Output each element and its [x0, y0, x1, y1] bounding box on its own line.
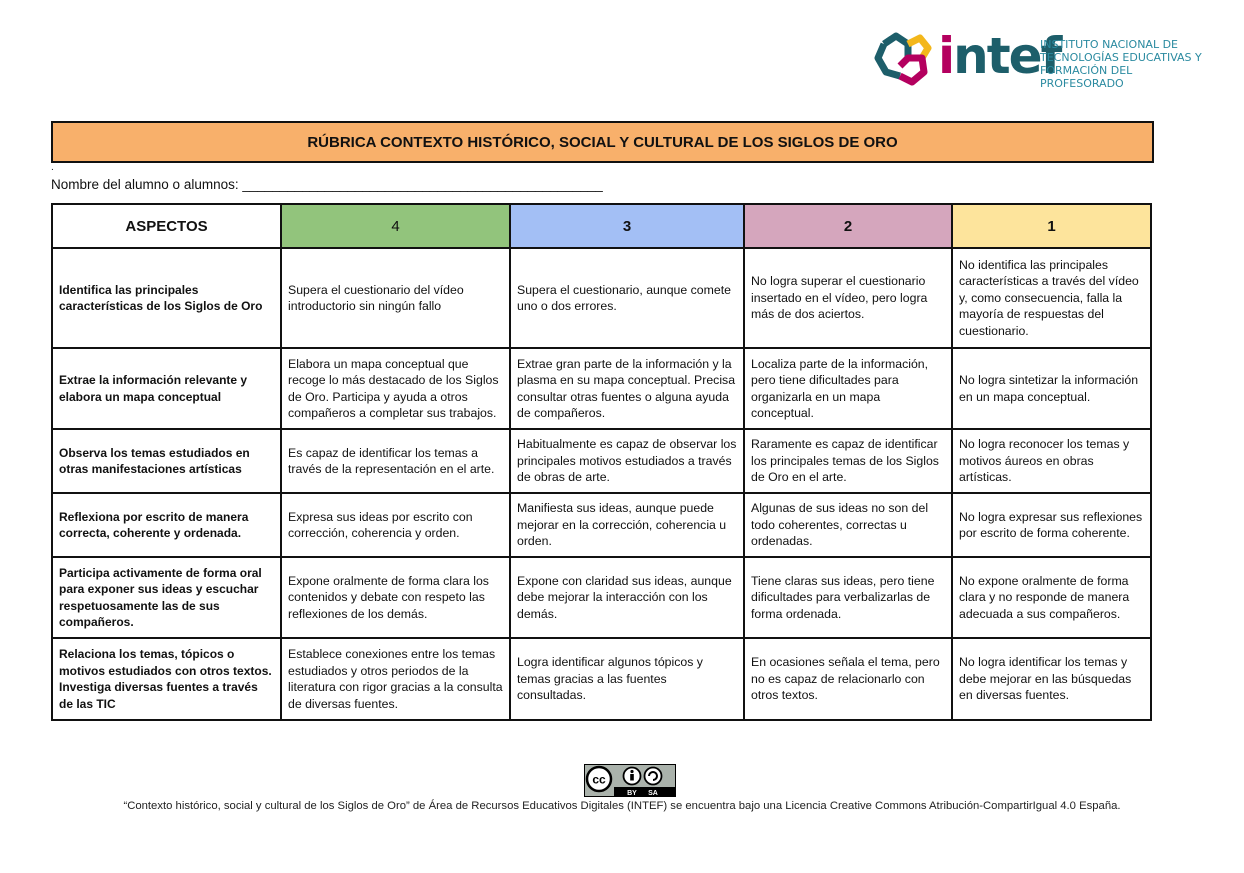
intef-knot-icon — [872, 26, 934, 88]
header-aspects: ASPECTOS — [52, 204, 281, 248]
level-1-cell: No logra identificar los temas y debe mejorar en las búsquedas en diversas fuentes. — [952, 638, 1151, 720]
level-3-cell: Logra identificar algunos tópicos y temas gracias a las fuentes consultadas. — [510, 638, 744, 720]
aspect-cell: Extrae la información relevante y elabora un mapa conceptual — [52, 348, 281, 429]
student-name-line: Nombre del alumno o alumnos: ________________________________________________ — [51, 177, 603, 192]
level-2-cell: No logra superar el cuestionario insertado en el vídeo, pero logra más de dos aciertos. — [744, 248, 952, 348]
level-4-cell: Supera el cuestionario del vídeo introductorio sin ningún fallo — [281, 248, 510, 348]
table-row — [52, 493, 1151, 557]
aspect-cell: Reflexiona por escrito de manera correcta, coherente y ordenada. — [52, 493, 281, 557]
table-row — [52, 348, 1151, 429]
level-1-cell: No logra expresar sus reflexiones por escrito de forma coherente. — [952, 493, 1151, 557]
level-2-cell: Raramente es capaz de identificar los principales temas de los Siglos de Oro en el arte. — [744, 429, 952, 493]
level-2-cell: Tiene claras sus ideas, pero tiene dificultades para verbalizarlas de forma ordenada. — [744, 557, 952, 638]
license-notice: “Contexto histórico, social y cultural de los Siglos de Oro” de Área de Recursos Educativos Digitales (INTEF) se encuentra bajo una Licencia Creative Commons Atribución-CompartirIgual 4.0 España. — [123, 800, 1121, 812]
aspect-cell: Participa activamente de forma oral para exponer sus ideas y escuchar respetuosamente las de sus compañeros. — [52, 557, 281, 638]
level-1-cell: No identifica las principales características a través del vídeo y, como consecuencia, falla la mayoría de respuestas del cuestionario. — [952, 248, 1151, 348]
rubric-title: RÚBRICA CONTEXTO HISTÓRICO, SOCIAL Y CULTURAL DE LOS SIGLOS DE ORO — [51, 121, 1154, 163]
level-3-cell: Extrae gran parte de la información y la plasma en su mapa conceptual. Precisa consultar otras fuentes o alguna ayuda de compañeros. — [510, 348, 744, 429]
level-1-cell: No logra reconocer los temas y motivos áureos en obras artísticas. — [952, 429, 1151, 493]
level-3-cell: Supera el cuestionario, aunque comete uno o dos errores. — [510, 248, 744, 348]
header-level-1: 1 — [952, 204, 1151, 248]
level-2-cell: Localiza parte de la información, pero tiene dificultades para organizarla en un mapa conceptual. — [744, 348, 952, 429]
level-4-cell: Expone oralmente de forma clara los contenidos y debate con respeto las reflexiones de los demás. — [281, 557, 510, 638]
level-3-cell: Manifiesta sus ideas, aunque puede mejorar en la corrección, coherencia u orden. — [510, 493, 744, 557]
cc-badge-label: cc — [592, 772, 606, 787]
intef-wordmark: intef — [938, 27, 1061, 85]
aspect-cell: Relaciona los temas, tópicos o motivos estudiados con otros textos. Investiga diversas fuentes a través de las TIC — [52, 638, 281, 720]
level-3-cell: Expone con claridad sus ideas, aunque debe mejorar la interacción con los demás. — [510, 557, 744, 638]
header-level-2: 2 — [744, 204, 952, 248]
table-row — [52, 638, 1151, 720]
level-4-cell: Establece conexiones entre los temas estudiados y otros periodos de la literatura con rigor gracias a la consulta de diversas fuentes. — [281, 638, 510, 720]
level-3-cell: Habitualmente es capaz de observar los principales motivos estudiados a través de obras de arte. — [510, 429, 744, 493]
table-row — [52, 248, 1151, 348]
table-row — [52, 557, 1151, 638]
header-row — [52, 204, 1151, 248]
intef-logo — [872, 26, 1202, 90]
stray-dot: . — [51, 162, 54, 173]
level-1-cell: No expone oralmente de forma clara y no responde de manera adecuada a sus compañeros. — [952, 557, 1151, 638]
rubric-table — [51, 203, 1152, 721]
level-4-cell: Expresa sus ideas por escrito con corrección, coherencia y orden. — [281, 493, 510, 557]
level-4-cell: Elabora un mapa conceptual que recoge lo más destacado de los Siglos de Oro. Participa y ayuda a otros compañeros a completar sus trabajos. — [281, 348, 510, 429]
header-level-3: 3 — [510, 204, 744, 248]
level-1-cell: No logra sintetizar la información en un mapa conceptual. — [952, 348, 1151, 429]
institution-name: INSTITUTO NACIONAL DE TECNOLOGÍAS EDUCATIVAS Y FORMACIÓN DEL PROFESORADO — [1040, 38, 1202, 90]
header-level-4: 4 — [281, 204, 510, 248]
level-4-cell: Es capaz de identificar los temas a través de la representación en el arte. — [281, 429, 510, 493]
cc-by-sa-icon — [584, 764, 676, 797]
table-row — [52, 429, 1151, 493]
level-2-cell: Algunas de sus ideas no son del todo coherentes, correctas u ordenadas. — [744, 493, 952, 557]
aspect-cell: Identifica las principales características de los Siglos de Oro — [52, 248, 281, 348]
level-2-cell: En ocasiones señala el tema, pero no es capaz de relacionarlo con otros textos. — [744, 638, 952, 720]
cc-badge-sa: SA — [648, 790, 658, 797]
cc-badge-by: BY — [627, 790, 637, 797]
aspect-cell: Observa los temas estudiados en otras manifestaciones artísticas — [52, 429, 281, 493]
